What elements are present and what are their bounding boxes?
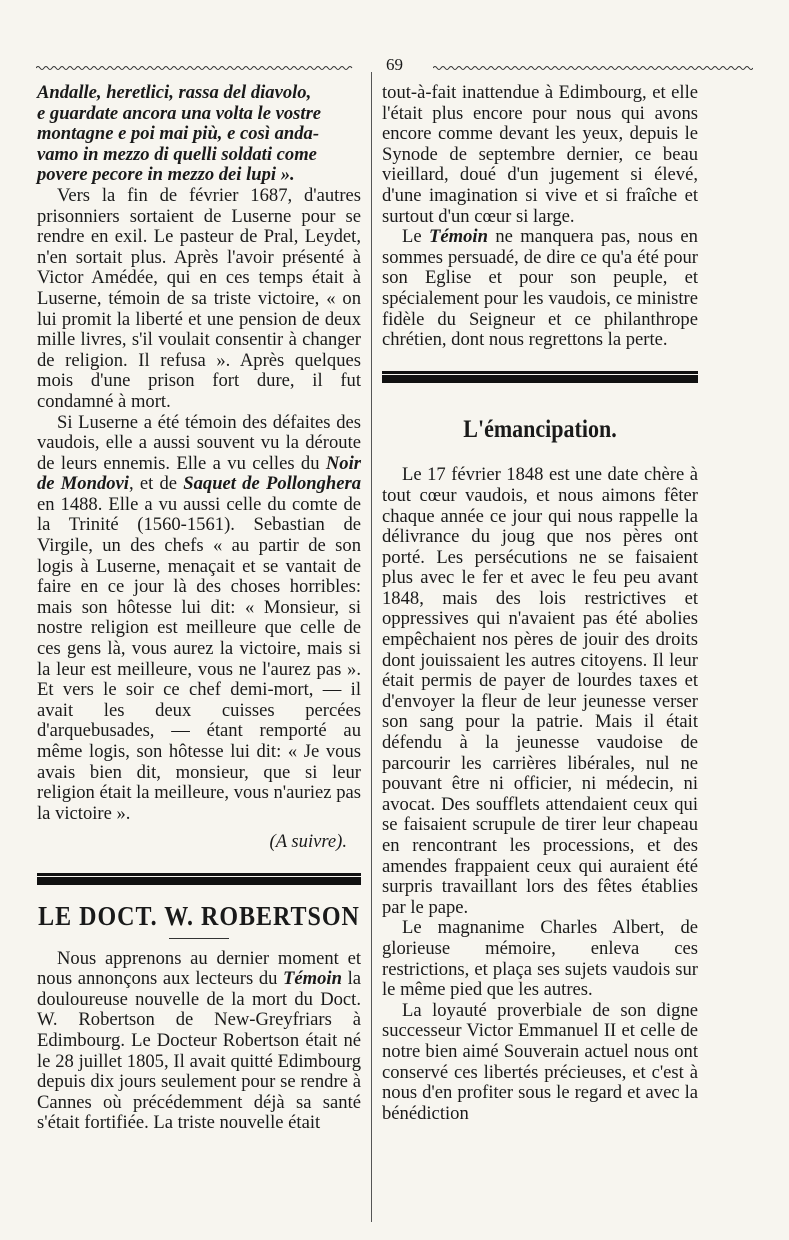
- section-separator-bar: [37, 873, 361, 885]
- paragraph: Le 17 février 1848 est une date chère à tout cœur vaudois, et nous aimons fêter chaque année ce jour qui nous rappelle la délivrance du joug que nos pères ont porté. Les persécutions ne se faisaient plus avec le fer et avec le feu peu avant 1848, mais des lois restrictives et oppressives qui n'avaient pas été abolies empêchaient nos pères de jouir des droits dont jouissaient les autres citoyens. Il leur était permis de payer de lourdes taxes et d'envoyer la fleur de leur jeunesse verser son sang pour la patrie. Mais il était défendu à la jeunesse vaudoise de parcourir les carrières libérales, nul ne pouvant être ni officier, ni médecin, ni avocat. Des soufflets attendaient ceux qui se faisaient scrupule de tirer leur chapeau en rencontrant les processions, et des amendes frappaient ceux qui auraient été surpris travaillant lors des fêtes établies par le pape.: [382, 464, 698, 918]
- page-number: 69: [386, 55, 403, 74]
- poem-line: vamo in mezzo di quelli soldati come: [37, 143, 317, 165]
- paragraph: Nous apprenons au dernier moment et nous annonçons aux lecteurs du Témoin la douloureuse nouvelle de la mort du Doct. W. Robertson de New-Greyfriars à Edimbourg. Le Docteur Robertson était né le 28 juillet 1805, Il avait quitté Edimbourg depuis dix jours seulement pour se rendre à Cannes où précédemment déjà sa santé s'était fortifiée. La triste nouvelle était: [37, 947, 361, 1134]
- poem-line: Andalle, heretlici, rassa del diavolo,: [37, 82, 312, 103]
- poem-line: e guardate ancora una volta le vostre: [37, 102, 322, 124]
- column-divider: [371, 72, 372, 1222]
- paragraph: tout-à-fait inattendue à Edimbourg, et elle l'était plus encore pour nous qui avons encore comme devant les yeux, depuis le Synode de septembre dernier, ce beau vieillard, doué d'un jugement si élevé, d'une imagination si vive et si fraîche et surtout d'un cœur si large.: [382, 82, 698, 227]
- right-column: [382, 83, 698, 1124]
- title-spacer: [382, 439, 698, 465]
- page-header: [36, 55, 753, 77]
- paragraph: La loyauté proverbiale de son digne successeur Victor Emmanuel II et celle de notre bien aimé Souverain actuel nous ont conservé ces libertés précieuses, et c'est à nous d'en profiter sous le regard et avec la bénédiction: [382, 999, 698, 1124]
- paragraph: Si Luserne a été témoin des défaites des vaudois, elle a aussi souvent vu la déroute de leurs ennemis. Elle a vu celles du Noir de Mondovi, et de Saquet de Pollonghera en 1488. Elle a vu aussi celle du comte de la Trinité (1560-1561). Sebastian de Virgile, un des chefs « au partir de son logis à Luserne, menaçait et se vantait de faire en ce jour là des choses horribles: mais son hôtesse lui dit: « Monsieur, si nostre religion est meilleure que celle de ces gens là, vous aurez la victoire, mais si la leur est meilleure, vous ne l'aurez pas ». Et vers le soir ce chef demi-mort, — il avait les deux cuisses percées d'arquebusades, — étant remporté au même logis, son hôtesse lui dit: « Je vous avais bien dit, monsieur, que si leur religion était la meilleure, vous n'auriez pas la victoire ».: [37, 411, 362, 824]
- article-title: LE DOCT. W. ROBERTSON: [38, 901, 360, 932]
- paragraph: Vers la fin de février 1687, d'autres prisonniers sortaient de Luserne pour se rendre en exil. Le pasteur de Pral, Leydet, n'en sortait plus. Après l'avoir présenté à Victor Amédée, qui en ces temps était à Luserne, témoin de sa triste victoire, « on lui promit la liberté et une pension de deux mille livres, s'il voulait consentir à changer de religion. Il refusa ». Après quelques mois d'une prison fort dure, il fut condamné à mort.: [37, 184, 361, 412]
- poem-line: povere pecore in mezzo dei lupi ».: [37, 164, 295, 186]
- poem-line: montagne e poi mai più, e così anda-: [37, 123, 320, 145]
- to-be-continued: (A suivre).: [269, 831, 347, 853]
- title-rule: [169, 938, 229, 939]
- article-title: L'émancipation.: [463, 413, 617, 443]
- left-column: [37, 83, 361, 1134]
- section-separator-bar: [382, 371, 698, 383]
- wavy-rule-right: [433, 65, 753, 71]
- paragraph: Le Témoin ne manquera pas, nous en sommes persuadé, de dire ce qu'a été pour son Eglise et pour son peuple, et spécialement pour les vaudois, ce ministre fidèle du Seigneur et ce philanthrope chrétien, dont nous regrettons la perte.: [382, 226, 698, 351]
- paragraph: Le magnanime Charles Albert, de glorieuse mémoire, enleva ces restrictions, et plaça ses sujets vaudois sur le même pied que les autres.: [382, 917, 698, 1001]
